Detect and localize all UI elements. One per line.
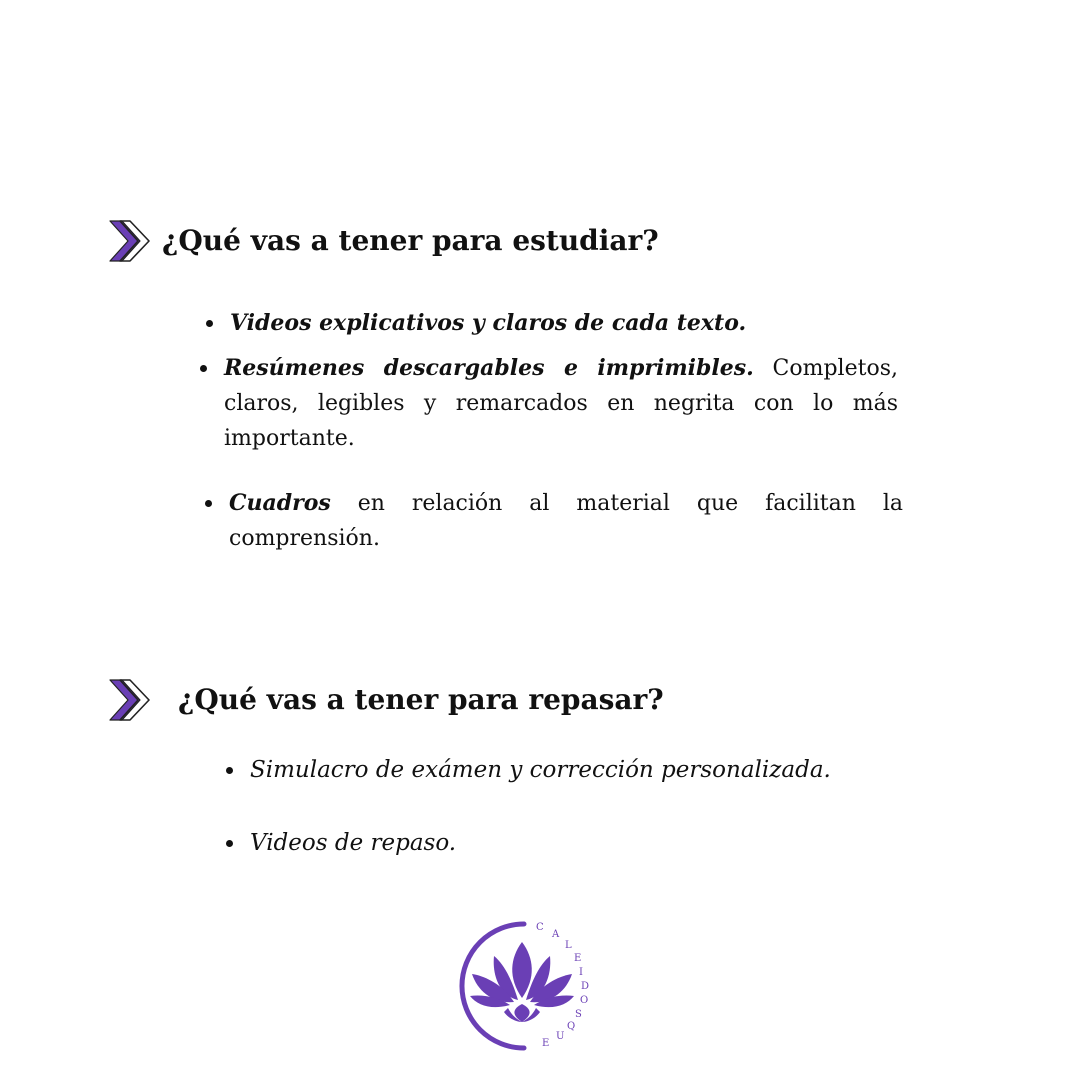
brand-letter: L (565, 940, 572, 951)
bullet-icon (226, 767, 233, 774)
bullet-icon (226, 840, 233, 847)
list-item (250, 826, 750, 861)
brand-letter: U (556, 1031, 565, 1042)
chevron-right-icon (106, 677, 152, 723)
list-item (224, 351, 898, 456)
brand-letter: Q (567, 1021, 576, 1032)
list-item-text: Simulacro de exámen y corrección personalizada. (250, 757, 831, 783)
bullet-icon (206, 320, 213, 327)
section-heading-study (106, 218, 659, 264)
brand-letter: I (579, 967, 583, 978)
list-item-emphasis: Cuadros (229, 490, 331, 516)
bullet-icon (205, 500, 212, 507)
brand-letter: O (580, 995, 589, 1006)
brand-letter: C (536, 922, 544, 933)
list-item (250, 753, 950, 788)
section-heading-review (106, 677, 664, 723)
list-item (230, 306, 910, 341)
section-title: ¿Qué vas a tener para estudiar? (162, 224, 659, 257)
brand-letter: S (575, 1009, 582, 1020)
list-item-text: Completos, claros, legibles y remarcados en negrita con lo más importante. (224, 356, 898, 451)
logo (448, 912, 608, 1060)
chevron-right-icon (106, 218, 152, 264)
brand-letter: D (581, 981, 590, 992)
lotus-icon (470, 942, 574, 1022)
list-item-emphasis: Videos explicativos y claros de cada texto. (230, 310, 747, 336)
list-item-text: Videos de repaso. (250, 830, 457, 856)
list-item-text: en relación al material que facilitan la comprensión. (229, 491, 903, 551)
section-title: ¿Qué vas a tener para repasar? (178, 683, 664, 716)
brand-letter: E (542, 1038, 550, 1049)
brand-letter: A (552, 929, 560, 940)
list-item (229, 486, 903, 556)
brand-letter: E (574, 953, 582, 964)
bullet-icon (200, 365, 207, 372)
list-item-emphasis: Resúmenes descargables e imprimibles. (224, 355, 754, 381)
